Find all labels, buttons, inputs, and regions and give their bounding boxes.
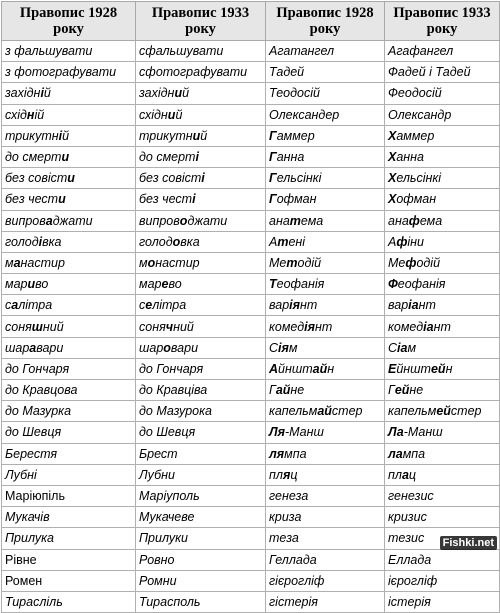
word-1933-b: кризис bbox=[385, 507, 500, 528]
word-1933-b: Афіни bbox=[385, 231, 500, 252]
word-1928-b: Сіям bbox=[266, 337, 385, 358]
word-1928-a: шаравари bbox=[2, 337, 136, 358]
table-row bbox=[2, 316, 500, 337]
word-1928-b: Агатангел bbox=[266, 41, 385, 62]
table-body bbox=[2, 41, 500, 613]
word-1928-b: Теодосій bbox=[266, 83, 385, 104]
header-row bbox=[2, 2, 500, 41]
word-1933-a: без совісті bbox=[136, 168, 266, 189]
word-1933-b: лампа bbox=[385, 443, 500, 464]
word-1928-b: Ля-Манш bbox=[266, 422, 385, 443]
word-1928-b: пляц bbox=[266, 464, 385, 485]
spelling-comparison-table bbox=[1, 1, 500, 613]
word-1928-b: криза bbox=[266, 507, 385, 528]
table-row bbox=[2, 104, 500, 125]
word-1933-a: Лубни bbox=[136, 464, 266, 485]
word-1933-b: Еллада bbox=[385, 549, 500, 570]
word-1928-b: Атені bbox=[266, 231, 385, 252]
word-1928-a: трикутній bbox=[2, 125, 136, 146]
table-row bbox=[2, 168, 500, 189]
word-1933-a: західний bbox=[136, 83, 266, 104]
word-1933-b: Гейне bbox=[385, 380, 500, 401]
table-row bbox=[2, 443, 500, 464]
word-1933-a: сонячний bbox=[136, 316, 266, 337]
word-1928-a: до Мазурка bbox=[2, 401, 136, 422]
word-1928-a: Прилука bbox=[2, 528, 136, 549]
table-row bbox=[2, 464, 500, 485]
word-1933-a: Тирасполь bbox=[136, 591, 266, 612]
word-1933-b: ієрогліф bbox=[385, 570, 500, 591]
word-1933-a: Мукачеве bbox=[136, 507, 266, 528]
word-1928-a: до Кравцова bbox=[2, 380, 136, 401]
header-1928-a: Правопис 1928 року bbox=[2, 2, 136, 41]
word-1928-a: випроваджати bbox=[2, 210, 136, 231]
table-row bbox=[2, 485, 500, 506]
word-1933-a: до Кравціва bbox=[136, 380, 266, 401]
word-1928-b: Геллада bbox=[266, 549, 385, 570]
word-1928-a: манастир bbox=[2, 252, 136, 273]
word-1928-a: до Гончаря bbox=[2, 358, 136, 379]
word-1928-b: капельмайстер bbox=[266, 401, 385, 422]
word-1933-a: монастир bbox=[136, 252, 266, 273]
table-row bbox=[2, 210, 500, 231]
word-1933-b: капельмейстер bbox=[385, 401, 500, 422]
word-1933-a: східний bbox=[136, 104, 266, 125]
header-1933-b: Правопис 1933 року bbox=[385, 2, 500, 41]
word-1928-a: мариво bbox=[2, 274, 136, 295]
word-1933-a: до Мазурока bbox=[136, 401, 266, 422]
table-row bbox=[2, 83, 500, 104]
word-1928-b: Методій bbox=[266, 252, 385, 273]
word-1928-b: Ганна bbox=[266, 146, 385, 167]
word-1928-b: анатема bbox=[266, 210, 385, 231]
word-1928-b: Гайне bbox=[266, 380, 385, 401]
table-row bbox=[2, 591, 500, 612]
word-1928-a: до смерти bbox=[2, 146, 136, 167]
word-1933-b: Олександр bbox=[385, 104, 500, 125]
header-1928-b: Правопис 1928 року bbox=[266, 2, 385, 41]
word-1933-b: Ла-Манш bbox=[385, 422, 500, 443]
word-1933-a: до Гончаря bbox=[136, 358, 266, 379]
word-1928-a: Ромен bbox=[2, 570, 136, 591]
word-1933-b: Ханна bbox=[385, 146, 500, 167]
word-1928-b: Тадей bbox=[266, 62, 385, 83]
word-1933-a: сфальшувати bbox=[136, 41, 266, 62]
word-1933-b: Хофман bbox=[385, 189, 500, 210]
word-1928-a: західній bbox=[2, 83, 136, 104]
word-1928-a: до Шевця bbox=[2, 422, 136, 443]
word-1928-a: східній bbox=[2, 104, 136, 125]
word-1933-a: шаровари bbox=[136, 337, 266, 358]
word-1933-b: Феодосій bbox=[385, 83, 500, 104]
word-1928-b: Олександер bbox=[266, 104, 385, 125]
word-1933-b: тезис bbox=[385, 528, 500, 549]
word-1928-b: гістерія bbox=[266, 591, 385, 612]
word-1928-b: Айнштайн bbox=[266, 358, 385, 379]
word-1933-b: Хельсінкі bbox=[385, 168, 500, 189]
word-1933-b: Сіам bbox=[385, 337, 500, 358]
word-1928-a: без совісти bbox=[2, 168, 136, 189]
word-1928-b: гієрогліф bbox=[266, 570, 385, 591]
table-row bbox=[2, 189, 500, 210]
word-1928-b: лямпа bbox=[266, 443, 385, 464]
word-1933-a: Прилуки bbox=[136, 528, 266, 549]
word-1933-b: комедіант bbox=[385, 316, 500, 337]
table-row bbox=[2, 274, 500, 295]
word-1933-a: Маріуполь bbox=[136, 485, 266, 506]
word-1933-b: Фадей і Тадей bbox=[385, 62, 500, 83]
word-1928-b: варіянт bbox=[266, 295, 385, 316]
word-1933-b: анафема bbox=[385, 210, 500, 231]
word-1933-a: Ромни bbox=[136, 570, 266, 591]
word-1928-a: салітра bbox=[2, 295, 136, 316]
table-row bbox=[2, 549, 500, 570]
table-row bbox=[2, 125, 500, 146]
word-1933-b: істерія bbox=[385, 591, 500, 612]
table-row bbox=[2, 146, 500, 167]
word-1928-a: з фотографувати bbox=[2, 62, 136, 83]
table-row bbox=[2, 401, 500, 422]
table-row bbox=[2, 570, 500, 591]
table-row bbox=[2, 252, 500, 273]
word-1928-b: Гофман bbox=[266, 189, 385, 210]
word-1928-a: Маріюпіль bbox=[2, 485, 136, 506]
word-1928-a: Рівне bbox=[2, 549, 136, 570]
word-1928-b: Теофанія bbox=[266, 274, 385, 295]
word-1928-a: Лубні bbox=[2, 464, 136, 485]
word-1933-a: селітра bbox=[136, 295, 266, 316]
table-row bbox=[2, 358, 500, 379]
watermark-logo: Fishki.net bbox=[440, 536, 497, 550]
word-1933-b: плац bbox=[385, 464, 500, 485]
word-1928-a: Мукачів bbox=[2, 507, 136, 528]
word-1928-a: без чести bbox=[2, 189, 136, 210]
table-row bbox=[2, 62, 500, 83]
word-1928-a: з фальшувати bbox=[2, 41, 136, 62]
table-row bbox=[2, 41, 500, 62]
header-1933-a: Правопис 1933 року bbox=[136, 2, 266, 41]
word-1933-b: Феофанія bbox=[385, 274, 500, 295]
table-row bbox=[2, 295, 500, 316]
word-1928-a: Берестя bbox=[2, 443, 136, 464]
word-1928-b: Гаммер bbox=[266, 125, 385, 146]
table-row bbox=[2, 231, 500, 252]
word-1933-b: Агафангел bbox=[385, 41, 500, 62]
word-1933-a: трикутний bbox=[136, 125, 266, 146]
word-1928-b: комедіянт bbox=[266, 316, 385, 337]
word-1933-a: Ровно bbox=[136, 549, 266, 570]
word-1933-b: Ейнштейн bbox=[385, 358, 500, 379]
word-1933-b: варіант bbox=[385, 295, 500, 316]
table-row bbox=[2, 507, 500, 528]
word-1933-b: Мефодій bbox=[385, 252, 500, 273]
word-1933-b: Хаммер bbox=[385, 125, 500, 146]
table-row bbox=[2, 422, 500, 443]
word-1933-a: голодовка bbox=[136, 231, 266, 252]
word-1928-a: Тирасліль bbox=[2, 591, 136, 612]
word-1933-a: Брест bbox=[136, 443, 266, 464]
table-row bbox=[2, 337, 500, 358]
word-1933-b: генезис bbox=[385, 485, 500, 506]
word-1933-a: до Шевця bbox=[136, 422, 266, 443]
word-1928-a: голодівка bbox=[2, 231, 136, 252]
word-1928-b: теза bbox=[266, 528, 385, 549]
table-row bbox=[2, 380, 500, 401]
word-1933-a: без честі bbox=[136, 189, 266, 210]
word-1928-a: соняшний bbox=[2, 316, 136, 337]
word-1933-a: марево bbox=[136, 274, 266, 295]
word-1928-b: генеза bbox=[266, 485, 385, 506]
word-1933-a: до смерті bbox=[136, 146, 266, 167]
table-row bbox=[2, 528, 500, 549]
word-1933-a: випроводжати bbox=[136, 210, 266, 231]
word-1933-a: сфотографувати bbox=[136, 62, 266, 83]
word-1928-b: Гельсінкі bbox=[266, 168, 385, 189]
